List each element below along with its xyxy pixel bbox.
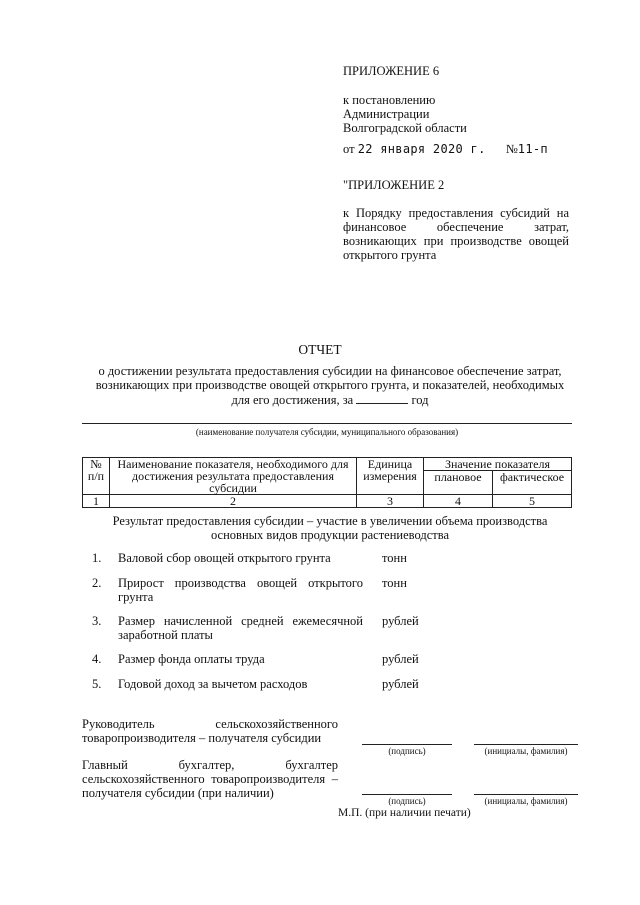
col-unit-header: Единица измерения [357, 458, 424, 495]
index-cell: 5 [493, 495, 572, 508]
head-signature-line [362, 744, 452, 745]
index-cell: 1 [83, 495, 110, 508]
resolution-reference [343, 93, 563, 135]
col-name-header: Наименование показателя, необходимого для достижения результата предоставления субсидии [110, 458, 357, 495]
year-blank [356, 392, 408, 404]
accountant-signature-line [362, 794, 452, 795]
index-cell: 4 [424, 495, 493, 508]
result-statement: Результат предоставления субсидии – участие в увеличении объема производства основных видов продукции растениеводства [112, 514, 548, 542]
recipient-caption: (наименование получателя субсидии, муниципального образования) [195, 427, 459, 437]
report-title: ОТЧЕТ [298, 342, 342, 357]
date-prefix: от [343, 142, 355, 156]
report-subtitle [60, 364, 600, 407]
document-page: ПРИЛОЖЕНИЕ 6 к постановлению Администрации Волгоградской области от 22 января 2020 г. №11-п "ПРИЛОЖЕНИЕ 2 к Порядку предоставления субсидий на финансовое обеспечение затрат, возникающих при производстве овощей открытого грунта ОТЧЕТ о достижении результата предоставления субсидии на финансовое обеспечение затрат, возникающих при производстве овощей открытого грунта, и показателей, необходимых для его достижения, за год (наименование получателя субсидии, муниципального образования) № п/п Наименование показателя, необходимого для достижения результата предоставления субсидии Единица измерения Значение показателя плановое фактическое 1 2 3 4 5 Результат предоставления субсидии – участие в увеличении объема производства основных видов продукции растениеводства 1. Валовой сбор овощей открытого грунта тонн 2. Прирост производства овощей открытого грунта тонн 3. Размер начисленной средней ежемесячной заработной платы рублей 4. Размер фонда оплаты труда рублей 5. Годовой доход за вычетом расходов рублей Руководитель сельскохозяйственного товаропроизводителя – получателя субсидии (подпись) (инициалы, фамилия) Главный бухгалтер, бухгалтер сельскохозяйственного товаропроизводителя – получателя субсидии (при наличии) (подпись) (инициалы, фамилия) М.П. (при наличии печати) [0, 0, 640, 905]
indicators-table [82, 457, 572, 508]
number-sign: № [505, 142, 518, 156]
resolution-date-line [343, 142, 548, 156]
subtitle-line-2: возникающих при производстве овощей открытого грунта, и показателей, необходимых [95, 378, 565, 392]
appendix2-title: "ПРИЛОЖЕНИЕ 2 [343, 178, 445, 192]
col-planned-header: плановое [424, 471, 493, 495]
index-cell: 3 [357, 495, 424, 508]
accountant-initials-caption: (инициалы, фамилия) [484, 796, 568, 806]
subtitle-line-3: для его достижения, за год [231, 393, 429, 407]
administration: Администрации [343, 107, 430, 121]
subtitle-line-1: о достижении результата предоставления субсидии на финансовое обеспечение затрат, [98, 364, 562, 378]
index-cell: 2 [110, 495, 357, 508]
col-num-header: № п/п [83, 458, 110, 495]
head-signatory: Руководитель сельскохозяйственного товаропроизводителя – получателя субсидии [82, 717, 338, 745]
recipient-name-line [82, 423, 572, 424]
table-index-row [83, 495, 572, 508]
procedure-text: к Порядку предоставления субсидий на финансовое обеспечение затрат, возникающих при производстве овощей открытого грунта [343, 206, 569, 262]
head-signature-caption: (подпись) [388, 746, 426, 756]
region: Волгоградской области [343, 121, 467, 135]
head-initials-line [474, 744, 578, 745]
number-value: 11-п [517, 142, 548, 156]
appendix-title: ПРИЛОЖЕНИЕ 6 [343, 64, 440, 78]
accountant-signature-caption: (подпись) [388, 796, 426, 806]
date-value: 22 января 2020 г. [357, 142, 486, 156]
head-initials-caption: (инициалы, фамилия) [484, 746, 568, 756]
stamp-place: М.П. (при наличии печати) [338, 807, 471, 819]
to-resolution: к постановлению [343, 93, 436, 107]
accountant-initials-line [474, 794, 578, 795]
col-actual-header: фактическое [493, 471, 572, 495]
accountant-signatory: Главный бухгалтер, бухгалтер сельскохозяйственного товаропроизводителя – получателя субсидии (при наличии) [82, 758, 338, 800]
col-value-header: Значение показателя [424, 458, 572, 471]
